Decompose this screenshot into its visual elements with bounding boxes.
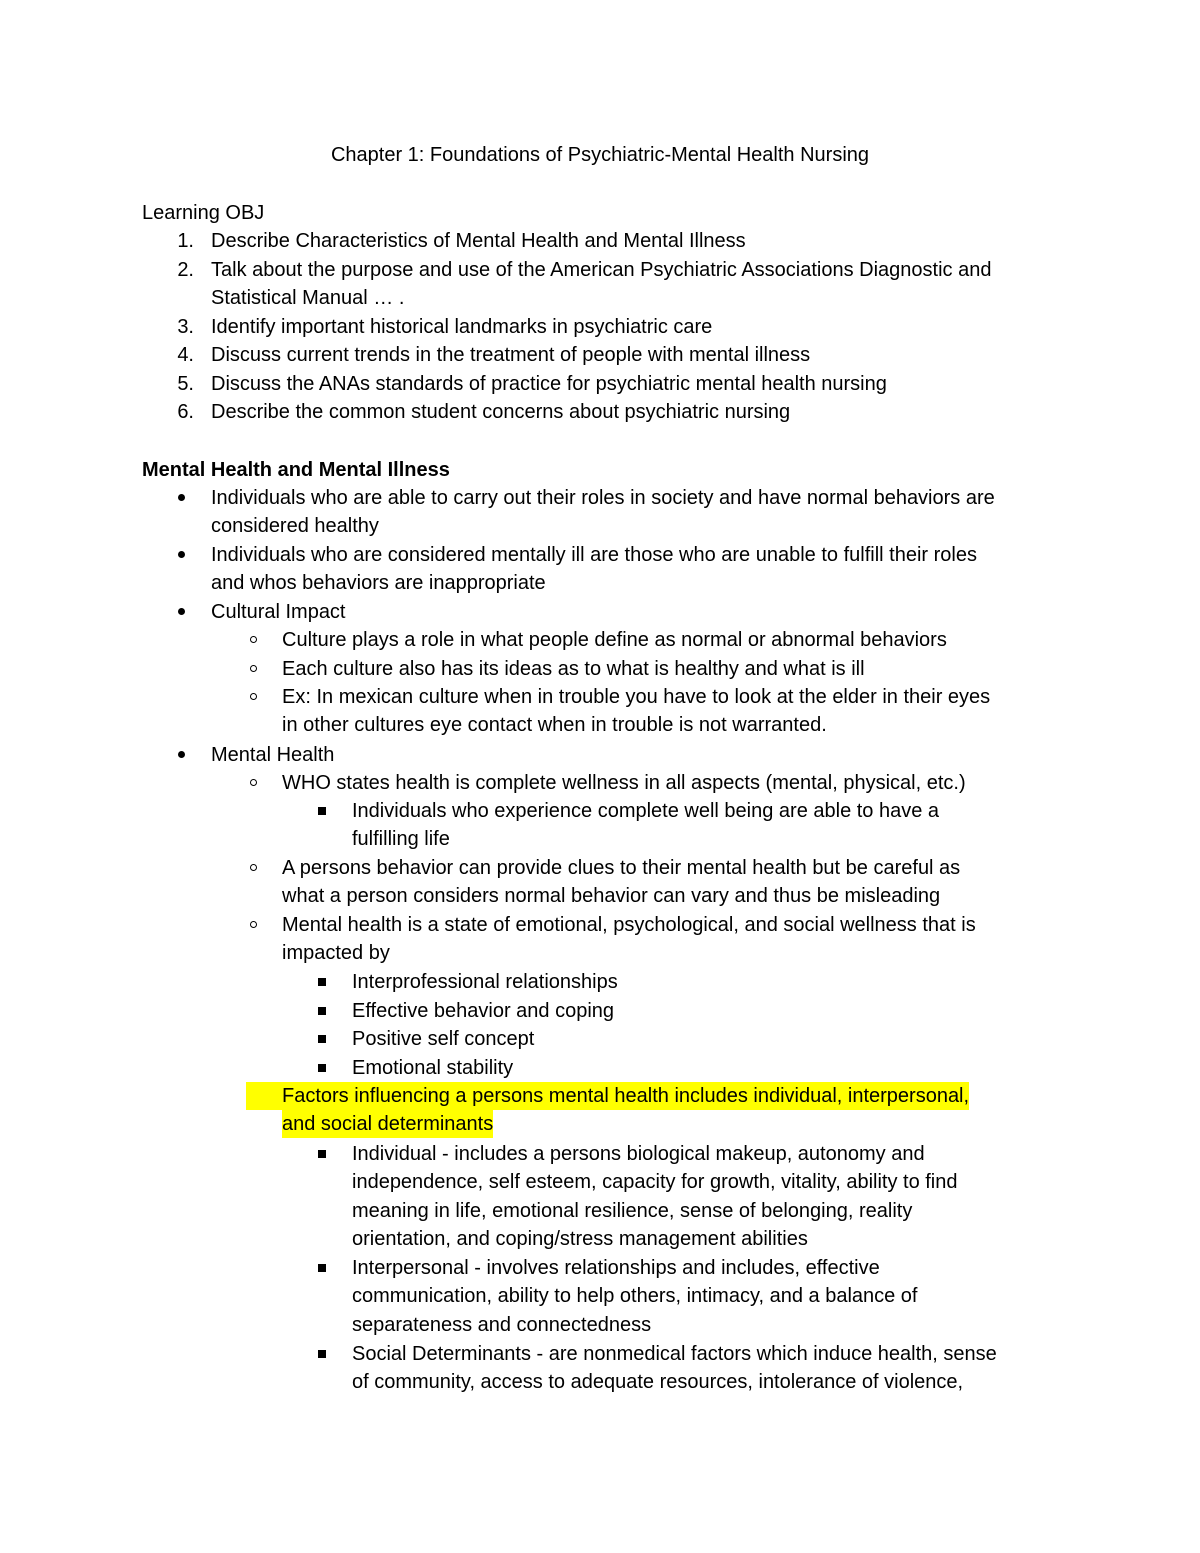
sub-sub-bullet-item: Interpersonal - involves relationships and includes, effective — [352, 1257, 880, 1279]
bullet-item: Individuals who are considered mentally ill are those who are unable to fulfill their roles — [211, 544, 977, 566]
bullet-circle-icon — [250, 864, 257, 871]
sub-sub-bullet-item: Emotional stability — [352, 1057, 514, 1079]
sub-sub-bullet-item: Interprofessional relationships — [352, 971, 618, 993]
page-title: Chapter 1: Foundations of Psychiatric-Mental Health Nursing — [330, 144, 870, 166]
sub-bullet-item: Ex: In mexican culture when in trouble you have to look at the elder in their eyes — [282, 686, 991, 708]
sub-bullet-item: Culture plays a role in what people define as normal or abnormal behaviors — [282, 629, 947, 651]
sub-sub-bullet-item: Social Determinants - are nonmedical factors which induce health, sense — [352, 1343, 997, 1365]
highlighted-sub-bullet-item-continuation: and social determinants — [282, 1110, 493, 1138]
bullet-square-icon — [318, 1264, 326, 1272]
bullet-item: Individuals who are able to carry out their roles in society and have normal behaviors are — [211, 487, 995, 509]
bullet-dot-icon — [178, 608, 185, 615]
bullet-square-icon — [318, 807, 326, 815]
highlighted-sub-bullet-item — [246, 1082, 969, 1110]
sub-sub-bullet-item-continuation: separateness and connectedness — [352, 1314, 652, 1336]
list-item: Identify important historical landmarks in psychiatric care — [211, 316, 713, 338]
bullet-square-icon — [318, 1150, 326, 1158]
sub-bullet-item: WHO states health is complete wellness in all aspects (mental, physical, etc.) — [282, 772, 966, 794]
sub-bullet-item: Each culture also has its ideas as to what is healthy and what is ill — [282, 658, 865, 680]
bullet-square-icon — [318, 1064, 326, 1072]
bullet-dot-icon — [178, 751, 185, 758]
list-item-continuation: Statistical Manual … . — [211, 287, 405, 309]
sub-sub-bullet-item-continuation: communication, ability to help others, intimacy, and a balance of — [352, 1285, 918, 1307]
sub-sub-bullet-item: Individuals who experience complete well being are able to have a — [352, 800, 940, 822]
list-item: Discuss the ANAs standards of practice for psychiatric mental health nursing — [211, 373, 887, 395]
bullet-square-icon — [318, 1350, 326, 1358]
bullet-circle-icon — [250, 921, 257, 928]
bullet-item-continuation: considered healthy — [211, 515, 379, 537]
bullet-item-continuation: and whos behaviors are inappropriate — [211, 572, 546, 594]
bullet-item: Cultural Impact — [211, 601, 346, 623]
sub-sub-bullet-item: Individual - includes a persons biological makeup, autonomy and — [352, 1143, 925, 1165]
list-item: Describe Characteristics of Mental Health and Mental Illness — [211, 230, 746, 252]
section-heading: Mental Health and Mental Illness — [142, 459, 450, 481]
list-item: Talk about the purpose and use of the American Psychiatric Associations Diagnostic and — [211, 259, 992, 281]
sub-sub-bullet-item-continuation: meaning in life, emotional resilience, sense of belonging, reality — [352, 1200, 913, 1222]
bullet-square-icon — [318, 1007, 326, 1015]
sub-sub-bullet-item-continuation: of community, access to adequate resources, intolerance of violence, — [352, 1371, 964, 1393]
list-number: 5. — [177, 373, 194, 395]
bullet-circle-icon — [250, 665, 257, 672]
highlighted-text: Factors influencing a persons mental health includes individual, interpersonal, — [282, 1085, 970, 1107]
bullet-square-icon — [318, 978, 326, 986]
sub-bullet-item-continuation: what a person considers normal behavior can vary and thus be misleading — [282, 885, 941, 907]
sub-sub-bullet-item-continuation: independence, self esteem, capacity for growth, vitality, ability to find — [352, 1171, 958, 1193]
list-item: Discuss current trends in the treatment of people with mental illness — [211, 344, 811, 366]
bullet-circle-icon — [250, 779, 257, 786]
list-number: 1. — [177, 230, 194, 252]
list-number: 2. — [177, 259, 194, 281]
bullet-dot-icon — [178, 494, 185, 501]
sub-bullet-item-continuation: impacted by — [282, 942, 390, 964]
list-number: 3. — [177, 316, 194, 338]
bullet-circle-icon — [250, 636, 257, 643]
bullet-circle-icon — [250, 693, 257, 700]
list-number: 6. — [177, 401, 194, 423]
bullet-square-icon — [318, 1035, 326, 1043]
list-number: 4. — [177, 344, 194, 366]
list-item: Describe the common student concerns about psychiatric nursing — [211, 401, 791, 423]
sub-sub-bullet-item: Positive self concept — [352, 1028, 535, 1050]
bullet-dot-icon — [178, 551, 185, 558]
sub-bullet-item-continuation: in other cultures eye contact when in trouble is not warranted. — [282, 714, 827, 736]
learning-obj-label: Learning OBJ — [142, 202, 265, 224]
sub-sub-bullet-item: Effective behavior and coping — [352, 1000, 615, 1022]
sub-sub-bullet-item-continuation: orientation, and coping/stress management abilities — [352, 1228, 808, 1250]
bullet-item: Mental Health — [211, 744, 335, 766]
sub-bullet-item: Mental health is a state of emotional, psychological, and social wellness that is — [282, 914, 976, 936]
sub-sub-bullet-item-continuation: fulfilling life — [352, 828, 450, 850]
sub-bullet-item: A persons behavior can provide clues to their mental health but be careful as — [282, 857, 961, 879]
